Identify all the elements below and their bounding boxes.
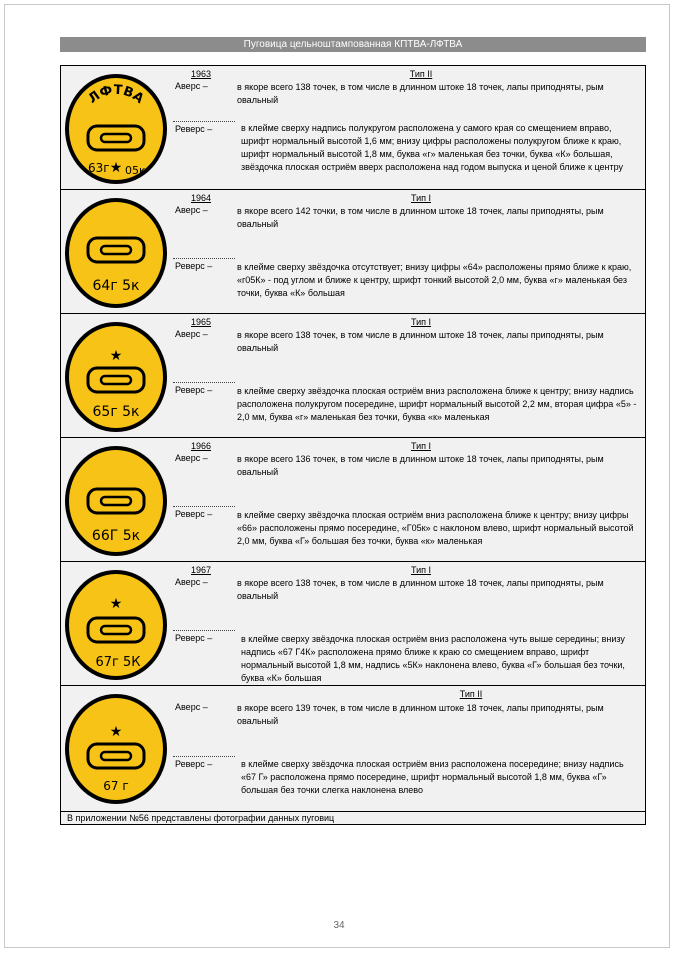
button-year-text: 63г [88, 161, 110, 175]
button-bottom-text: 67 г [103, 779, 129, 793]
button-bottom-text: 65г 5к [92, 404, 140, 420]
averse-label: Аверс – [175, 81, 208, 91]
table-row [61, 190, 645, 314]
footer-note: В приложении №56 представлены фотографии данных пуговиц [67, 813, 335, 823]
averse-text: в якоре всего 138 точек, в том числе в длинном штоке 18 точек, лапы приподняты, рым овальный [237, 330, 604, 353]
averse-text: в якоре всего 142 точки, в том числе в длинном штоке 18 точек, лапы приподняты, рым овальный [237, 206, 604, 229]
divider [173, 506, 235, 507]
divider [173, 756, 235, 757]
averse-text: в якоре всего 138 точек, в том числе в длинном штоке 18 точек, лапы приподняты, рым овальный [237, 82, 604, 105]
divider [173, 382, 235, 383]
row-type: Тип I [410, 441, 431, 451]
reverse-label: Реверс – [175, 124, 213, 134]
reverse-text: в клейме сверху звёздочка плоская остриём вниз расположена чуть выше середины; внизу надпись «67 Г4К» расположена прямо ближе к краю со смещением вправо, шрифт нормальный высотой 1,8 мм, надпись «5К» наклонена влево, буква «Г» большая без точки, буква «К» большая [241, 634, 625, 683]
page-number: 34 [333, 920, 345, 931]
averse-label: Аверс – [175, 205, 208, 215]
averse-text: в якоре всего 139 точек, в том числе в длинном штоке 18 точек, лапы приподняты, рым овальный [237, 703, 604, 726]
button-bottom-text: 67г 5К [95, 655, 141, 670]
reverse-label: Реверс – [175, 261, 213, 271]
reverse-text: в клейме сверху звёздочка плоская остриём вниз расположена посередине; внизу надпись «67 Г» расположена прямо посередине, шрифт нормальный высотой 1,8 мм, буква «Г» большая без точки слегка наклонена влево [241, 759, 624, 795]
row-year: 1964 [191, 193, 212, 203]
button-1967-icon [63, 568, 169, 682]
averse-text: в якоре всего 138 точек, в том числе в длинном штоке 18 точек, лапы приподняты, рым овальный [237, 578, 604, 601]
averse-text: в якоре всего 136 точек, в том числе в длинном штоке 18 точек, лапы приподняты, рым овальный [237, 454, 604, 477]
averse-label: Аверс – [175, 329, 208, 339]
row-type: Тип I [410, 317, 431, 327]
row-year: 1963 [191, 69, 212, 79]
row-year: 1967 [191, 565, 212, 575]
button-bottom-text: 66Г 5к [91, 528, 141, 544]
table-row [61, 66, 645, 190]
button-67g-icon [63, 692, 169, 806]
button-top-text: ЛФТВА [85, 82, 147, 107]
page-title: Пуговица цельноштампованная КПТВА-ЛФТВА [60, 37, 646, 52]
reverse-text: в клейме сверху звёздочка отсутствует; внизу цифры «64» расположены прямо ближе к краю, «г05К» - под углом и ближе к центру, шрифт тонкий высотой 2,0 мм, буква «г» маленькая без точки, буква «К» большая [237, 262, 632, 298]
row-type: Тип I [410, 565, 431, 575]
star-icon: ★ [109, 724, 123, 740]
divider [173, 121, 235, 122]
averse-label: Аверс – [175, 702, 208, 712]
button-1966-icon [63, 444, 169, 558]
reverse-text: в клейме сверху звёздочка плоская остриём вниз расположена ближе к центру; внизу надпись расположена полукругом посередине, шрифт нормальный высотой 2,2 мм, вторая цифра «5» - 2,0 мм, буква «г» маленькая без точки, буква «к» маленькая [237, 386, 637, 422]
reverse-text: в клейме сверху звёздочка плоская остриём вниз расположена ближе к центру; внизу цифры «66» расположены прямо посередине, «Г05к» с наклоном влево, шрифт нормальный высотой 2,0 мм, буква «Г» большая без точки, буква «к» маленькая [237, 510, 634, 546]
reverse-text: в клейме сверху надпись полукругом расположена у самого края со смещением вправо, шрифт нормальный высотой 1,6 мм; внизу цифры расположены полукругом ближе к краю, шрифт нормальный высотой 1,8 мм, буква «г» маленькая без точки, буква «К» большая, звёздочка плоская остриём вверх расположена над годом выпуска и ценой ближе к центру [241, 123, 624, 172]
row-type: Тип II [459, 689, 483, 699]
button-1963-icon [63, 72, 169, 186]
divider [173, 258, 235, 259]
averse-label: Аверс – [175, 453, 208, 463]
reverse-label: Реверс – [175, 759, 213, 769]
button-price-text: 05к [125, 164, 146, 177]
averse-label: Аверс – [175, 577, 208, 587]
row-year: 1966 [191, 441, 212, 451]
table-row [61, 686, 645, 812]
star-icon: ★ [109, 596, 123, 612]
table-row [61, 562, 645, 686]
row-type: Тип I [410, 193, 431, 203]
button-1965-icon [63, 320, 169, 434]
divider [173, 630, 235, 631]
star-icon: ★ [109, 160, 123, 176]
button-1964-icon [63, 196, 169, 310]
button-bottom-text: 64г 5к [92, 278, 140, 294]
table-row [61, 438, 645, 562]
table-row [61, 314, 645, 438]
star-icon: ★ [109, 348, 123, 364]
reverse-label: Реверс – [175, 509, 213, 519]
row-type: Тип II [409, 69, 433, 79]
reverse-label: Реверс – [175, 633, 213, 643]
row-year: 1965 [191, 317, 212, 327]
buttons-table [60, 65, 646, 825]
reverse-label: Реверс – [175, 385, 213, 395]
